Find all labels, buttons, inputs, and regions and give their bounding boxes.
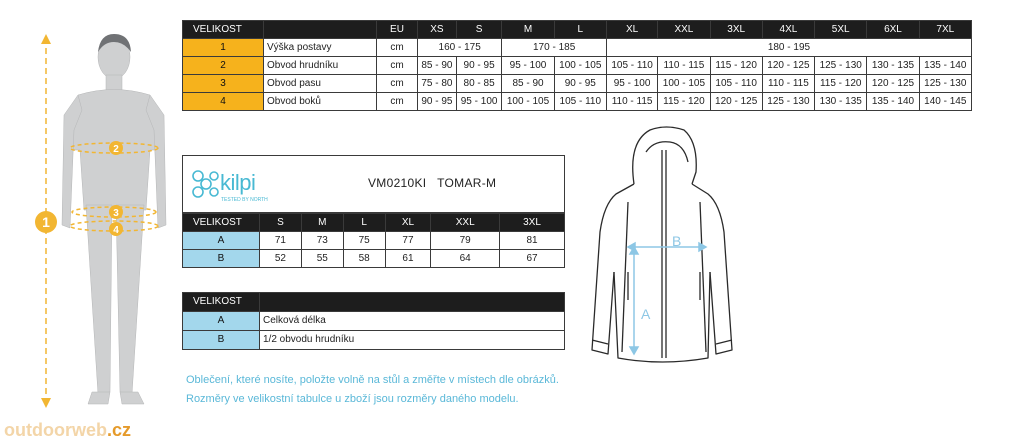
header-cell: 7XL [919, 21, 971, 39]
measure-a-label: A [641, 306, 651, 322]
header-cell: XL [385, 214, 431, 232]
value-cell: 110 - 115 [658, 57, 710, 75]
value-cell: 80 - 85 [456, 75, 502, 93]
row-number: 1 [183, 39, 264, 57]
jacket-illustration [588, 122, 748, 372]
header-cell: 3XL [500, 214, 565, 232]
table-row [183, 93, 972, 111]
value-cell: 55 [301, 250, 343, 268]
row-label: A [183, 312, 260, 331]
row-label: Obvod boků [264, 93, 377, 111]
header-cell: VELIKOST [183, 214, 260, 232]
site-watermark [4, 420, 131, 441]
header-cell [260, 293, 565, 312]
value-cell: 90 - 95 [418, 93, 457, 111]
size-table [182, 20, 972, 111]
value-cell: 115 - 120 [815, 75, 867, 93]
header-cell: XS [418, 21, 457, 39]
value-cell: 120 - 125 [867, 75, 919, 93]
instruction-note: Rozměry ve velikostní tabulce u zboží jsou rozměry daného modelu. [186, 393, 519, 405]
unit-cell: cm [377, 75, 418, 93]
header-cell: 4XL [762, 21, 814, 39]
header-cell: S [456, 21, 502, 39]
value-cell: 75 [343, 232, 385, 250]
value-cell: 125 - 130 [762, 93, 814, 111]
marker-1-label: 1 [42, 214, 50, 230]
legend-header [183, 293, 565, 312]
table-row [183, 75, 972, 93]
value-cell: 100 - 105 [502, 93, 554, 111]
measure-b-label: B [672, 233, 682, 249]
product-table-header [183, 214, 565, 232]
header-cell: S [260, 214, 302, 232]
value-cell: 140 - 145 [919, 93, 971, 111]
unit-cell: cm [377, 39, 418, 57]
unit-cell: cm [377, 93, 418, 111]
value-cell: 135 - 140 [919, 57, 971, 75]
product-size-table [182, 213, 565, 268]
table-row [183, 312, 565, 331]
header-cell: XXL [658, 21, 710, 39]
product-header [182, 155, 565, 213]
row-label: B [183, 331, 260, 350]
header-cell: 6XL [867, 21, 919, 39]
table-row [183, 57, 972, 75]
row-number: 3 [183, 75, 264, 93]
header-cell: XXL [431, 214, 500, 232]
value-cell: 95 - 100 [606, 75, 657, 93]
value-cell: 100 - 105 [658, 75, 710, 93]
value-cell: 105 - 110 [554, 93, 606, 111]
unit-cell: cm [377, 57, 418, 75]
header-cell: VELIKOST [183, 293, 260, 312]
size-range-cell: 180 - 195 [606, 39, 971, 57]
value-cell: 61 [385, 250, 431, 268]
marker-1 [35, 211, 57, 233]
value-cell: 115 - 120 [658, 93, 710, 111]
header-cell: L [343, 214, 385, 232]
marker-3-label: 3 [113, 208, 119, 219]
site-tld: .cz [106, 420, 131, 440]
site-name: outdoorweb [4, 420, 107, 440]
value-cell: 73 [301, 232, 343, 250]
value-cell: 75 - 80 [418, 75, 457, 93]
value-cell: 85 - 90 [418, 57, 457, 75]
table-row [183, 232, 565, 250]
value-cell: 79 [431, 232, 500, 250]
value-cell: 85 - 90 [502, 75, 554, 93]
value-cell: 58 [343, 250, 385, 268]
value-cell: 120 - 125 [710, 93, 762, 111]
table-row [183, 39, 972, 57]
value-cell: 100 - 105 [554, 57, 606, 75]
value-cell: 81 [500, 232, 565, 250]
value-cell: 90 - 95 [554, 75, 606, 93]
table-row [183, 250, 565, 268]
header-cell: VELIKOST [183, 21, 264, 39]
value-cell: 52 [260, 250, 302, 268]
row-label: Výška postavy [264, 39, 377, 57]
body-figure [0, 0, 175, 420]
header-cell: 5XL [815, 21, 867, 39]
value-cell: 115 - 120 [710, 57, 762, 75]
legend-desc: Celková délka [260, 312, 565, 331]
legend-desc: 1/2 obvodu hrudníku [260, 331, 565, 350]
header-cell [264, 21, 377, 39]
row-number: 4 [183, 93, 264, 111]
header-cell: 3XL [710, 21, 762, 39]
value-cell: 71 [260, 232, 302, 250]
header-cell: L [554, 21, 606, 39]
marker-2-label: 2 [113, 144, 119, 155]
header-cell: M [301, 214, 343, 232]
legend-table [182, 292, 565, 350]
value-cell: 110 - 115 [606, 93, 657, 111]
row-label: B [183, 250, 260, 268]
row-label: Obvod pasu [264, 75, 377, 93]
value-cell: 120 - 125 [762, 57, 814, 75]
value-cell: 105 - 110 [710, 75, 762, 93]
value-cell: 95 - 100 [456, 93, 502, 111]
value-cell: 95 - 100 [502, 57, 554, 75]
marker-4 [109, 222, 123, 236]
header-cell: EU [377, 21, 418, 39]
value-cell: 130 - 135 [815, 93, 867, 111]
size-range-cell: 170 - 185 [502, 39, 607, 57]
header-cell: XL [606, 21, 657, 39]
value-cell: 125 - 130 [919, 75, 971, 93]
size-table-header [183, 21, 972, 39]
value-cell: 130 - 135 [867, 57, 919, 75]
value-cell: 135 - 140 [867, 93, 919, 111]
marker-3 [109, 205, 123, 219]
value-cell: 125 - 130 [815, 57, 867, 75]
instruction-note: Oblečení, které nosíte, položte volně na stůl a změřte v místech dle obrázků. [186, 374, 559, 386]
value-cell: 110 - 115 [762, 75, 814, 93]
size-range-cell: 160 - 175 [418, 39, 502, 57]
marker-4-label: 4 [113, 225, 119, 236]
marker-2 [109, 141, 123, 155]
table-row [183, 331, 565, 350]
row-number: 2 [183, 57, 264, 75]
row-label: A [183, 232, 260, 250]
value-cell: 77 [385, 232, 431, 250]
value-cell: 105 - 110 [606, 57, 657, 75]
value-cell: 64 [431, 250, 500, 268]
value-cell: 67 [500, 250, 565, 268]
brand-tagline: TESTED BY NORTH [221, 197, 268, 203]
header-cell: M [502, 21, 554, 39]
value-cell: 90 - 95 [456, 57, 502, 75]
brand-name: kilpi [220, 170, 256, 195]
model-name: VM0210KI TOMAR-M [368, 176, 497, 190]
row-label: Obvod hrudníku [264, 57, 377, 75]
